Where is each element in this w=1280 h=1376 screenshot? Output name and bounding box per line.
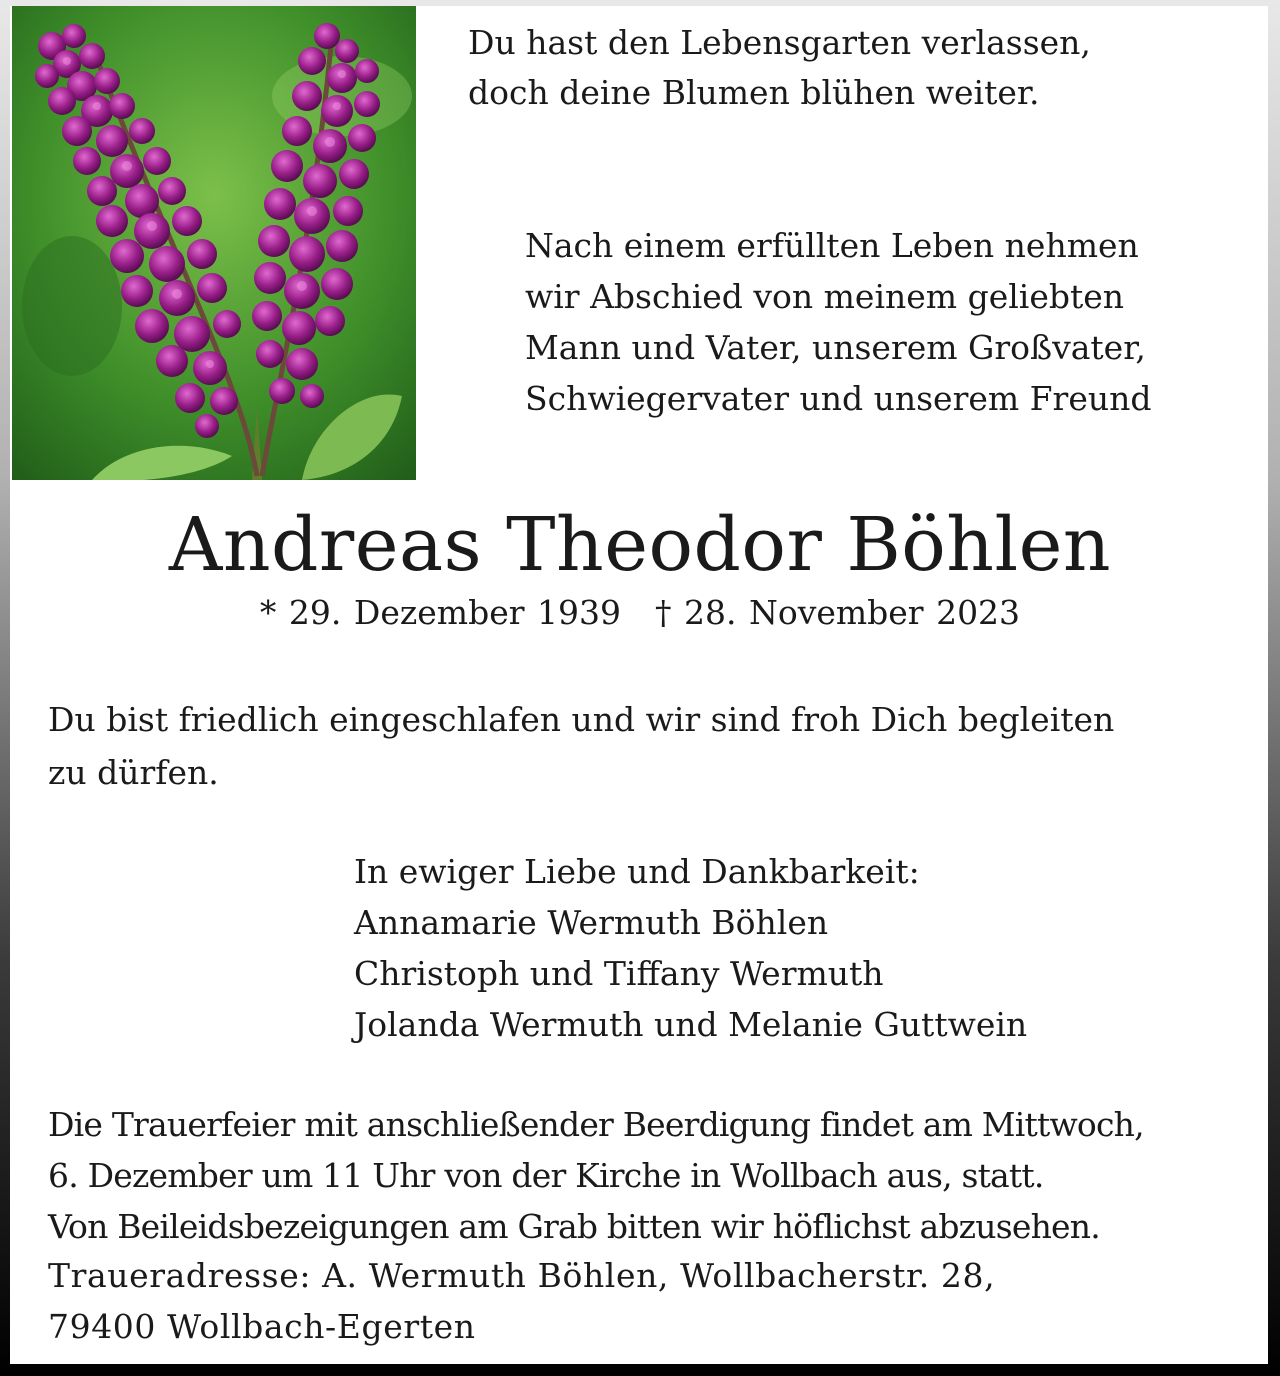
mourner-name: Jolanda Wermuth und Melanie Guttwein: [354, 1005, 1028, 1044]
verse-line: Du hast den Lebensgarten verlassen,: [468, 23, 1091, 62]
intro-text: [525, 220, 1151, 424]
death-date: † 28. November 2023: [654, 593, 1021, 632]
deceased-name: Andreas Theodor Böhlen: [168, 502, 1112, 588]
address-line: Traueradresse: A. Wermuth Böhlen, Wollbacherstr. 28,: [48, 1256, 996, 1295]
address-line: 79400 Wollbach-Egerten: [48, 1307, 476, 1346]
message-line: zu dürfen.: [48, 753, 219, 792]
lilac-flower-photo: [12, 6, 416, 480]
ceremony-info: [48, 1099, 1144, 1252]
message-line: Du bist friedlich eingeschlafen und wir sind froh Dich begleiten: [48, 700, 1115, 739]
intro-line: Nach einem erfüllten Leben nehmen: [525, 226, 1139, 265]
mourner-name: Annamarie Wermuth Böhlen: [354, 903, 829, 942]
mourning-address: [48, 1250, 995, 1352]
ceremony-line: 6. Dezember um 11 Uhr von der Kirche in Wollbach aus, statt.: [48, 1156, 1044, 1195]
intro-line: wir Abschied von meinem geliebten: [525, 277, 1125, 316]
birth-date: * 29. Dezember 1939: [259, 593, 621, 632]
ceremony-line: Die Trauerfeier mit anschließender Beerdigung findet am Mittwoch,: [48, 1105, 1144, 1144]
verse: [468, 18, 1091, 118]
intro-line: Mann und Vater, unserem Großvater,: [525, 328, 1146, 367]
mourners-block: [354, 846, 1027, 1050]
mourners-heading: In ewiger Liebe und Dankbarkeit:: [354, 852, 920, 891]
mourner-name: Christoph und Tiffany Wermuth: [354, 954, 884, 993]
intro-line: Schwiegervater und unserem Freund: [525, 379, 1152, 418]
life-dates: [0, 590, 1280, 636]
farewell-message: [48, 693, 1114, 799]
verse-line: doch deine Blumen blühen weiter.: [468, 73, 1040, 112]
ceremony-line: Von Beileidsbezeigungen am Grab bitten wir höflichst abzusehen.: [48, 1207, 1100, 1246]
